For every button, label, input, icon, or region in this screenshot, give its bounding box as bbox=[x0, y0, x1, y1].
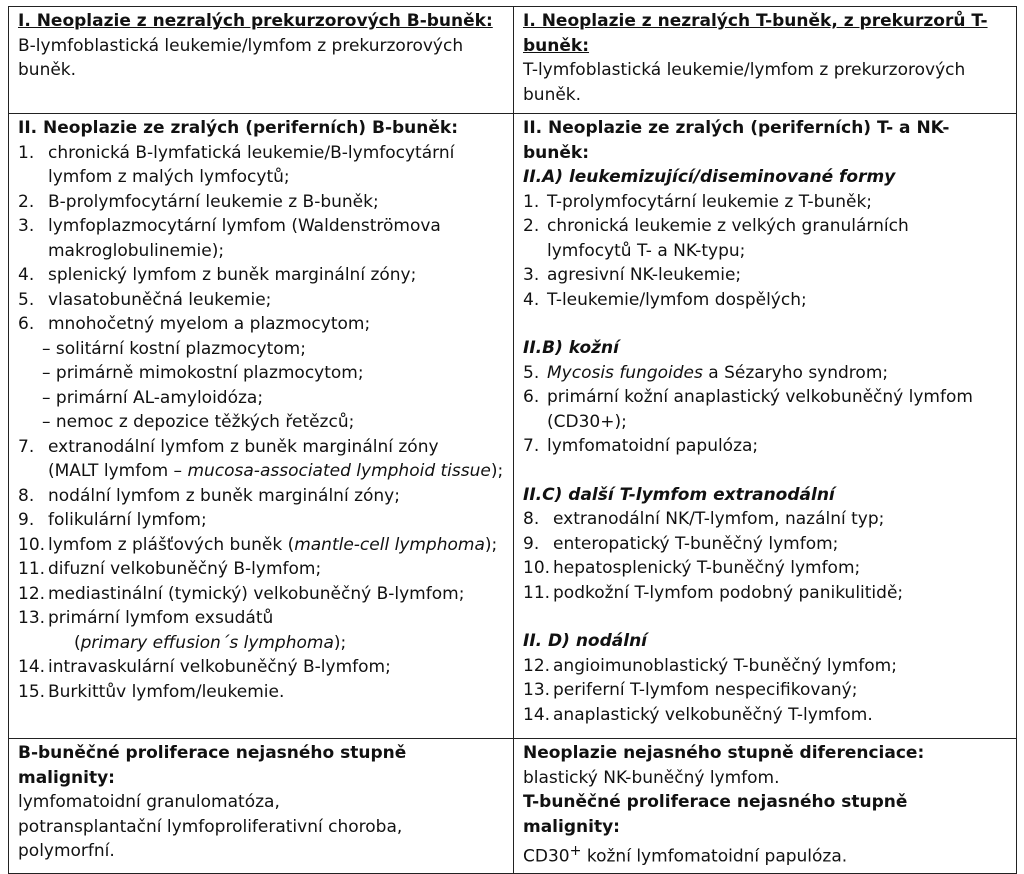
item-text-italic: primary effusion´s lymphoma bbox=[80, 632, 334, 653]
item-number: 11. bbox=[18, 559, 46, 579]
list-item bbox=[523, 507, 1007, 532]
text-part: CD30 bbox=[523, 846, 570, 867]
sub-item: – nemoc z depozice těžkých řetězců; bbox=[42, 412, 355, 432]
t-list-b bbox=[523, 361, 1007, 459]
section-heading: II. Neoplazie ze zralých (periferních) T- a NK-buněk: bbox=[523, 118, 950, 163]
item-number: 4. bbox=[18, 265, 35, 285]
list-item bbox=[18, 214, 504, 263]
section-heading: B-buněčné proliferace nejasného stupně malignity: bbox=[18, 743, 407, 788]
item-text bbox=[48, 435, 504, 484]
b-uncertain-cell bbox=[9, 739, 514, 874]
section-text: blastický NK-buněčný lymfom. bbox=[523, 767, 780, 788]
item-text: splenický lymfom z buněk marginální zóny; bbox=[48, 265, 417, 285]
item-text-part: ); bbox=[333, 632, 347, 653]
table-row bbox=[9, 7, 1017, 114]
item-text: folikulární lymfom; bbox=[48, 510, 207, 530]
item-number: 1. bbox=[523, 191, 540, 212]
item-text-line: lymfoplazmocytární lymfom (Waldenströmova bbox=[48, 216, 441, 236]
table-row bbox=[9, 739, 1017, 874]
sub-item: – primárně mimokostní plazmocytom; bbox=[42, 363, 364, 383]
item-text-part: lymfom z plášťových buněk ( bbox=[48, 534, 295, 555]
item-text: vlasatobuněčná leukemie; bbox=[48, 289, 272, 310]
t-list-a bbox=[523, 190, 1007, 313]
section-text bbox=[523, 839, 1007, 869]
item-text-indent bbox=[48, 633, 346, 653]
section-text: polymorfní. bbox=[18, 841, 115, 861]
t-uncertain-cell bbox=[514, 739, 1017, 874]
item-text bbox=[48, 214, 504, 263]
section-heading: T-buněčné proliferace nejasného stupně malignity: bbox=[523, 792, 908, 837]
list-item bbox=[523, 361, 1007, 386]
item-number: 8. bbox=[523, 509, 540, 529]
section-text: lymfomatoidní granulomatóza, bbox=[18, 792, 280, 812]
item-text-italic: Mycosis fungoides bbox=[547, 362, 703, 383]
b-mature-cell bbox=[9, 114, 514, 739]
item-number: 10. bbox=[523, 558, 551, 578]
item-text-italic: mucosa-associated lymphoid tissue bbox=[187, 461, 491, 481]
section-text: T-lymfoblastická leukemie/lymfom z prekurzorových buněk. bbox=[523, 60, 966, 105]
item-number: 14. bbox=[18, 657, 46, 677]
sub-item: – primární AL-amyloidóza; bbox=[42, 387, 264, 408]
item-text-part: (MALT lymfom – bbox=[48, 461, 188, 481]
t-list-d bbox=[523, 654, 1007, 728]
item-text-line: primární lymfom exsudátů bbox=[48, 608, 274, 628]
section-heading: Neoplazie nejasného stupně diferenciace: bbox=[523, 743, 925, 763]
item-text: hepatosplenický T-buněčný lymfom; bbox=[553, 558, 861, 578]
item-text: mnohočetný myelom a plazmocytom; bbox=[48, 314, 371, 334]
list-item bbox=[18, 533, 504, 558]
item-text-part: ( bbox=[74, 632, 81, 653]
item-text: anaplastický velkobuněčný T-lymfom. bbox=[553, 704, 873, 725]
list-item bbox=[523, 190, 1007, 215]
item-text-line: chronická leukemie z velkých granulárních bbox=[547, 216, 909, 236]
item-text: T-prolymfocytární leukemie z T-buněk; bbox=[547, 191, 873, 212]
item-text-line: lymfom z malých lymfocytů; bbox=[48, 167, 290, 187]
section-text: potransplantační lymfoproliferativní choroba, bbox=[18, 816, 403, 837]
item-number: 6. bbox=[18, 314, 35, 334]
item-text-part: ); bbox=[484, 534, 498, 555]
item-text: B-prolymfocytární leukemie z B-buněk; bbox=[48, 191, 379, 212]
list-item bbox=[18, 141, 504, 190]
list-item bbox=[523, 556, 1007, 581]
table-row bbox=[9, 114, 1017, 739]
item-text-line: makroglobulinemie); bbox=[48, 240, 225, 261]
b-mature-list bbox=[18, 141, 504, 337]
item-text-italic: mantle-cell lymphoma bbox=[294, 534, 485, 555]
item-number: 13. bbox=[18, 608, 46, 628]
item-number: 5. bbox=[523, 362, 540, 383]
item-text bbox=[48, 141, 504, 190]
item-text-part: a Sézaryho syndrom; bbox=[702, 362, 889, 383]
list-item bbox=[523, 532, 1007, 557]
item-text: podkožní T-lymfom podobný panikulitidě; bbox=[553, 582, 904, 603]
list-item bbox=[523, 263, 1007, 288]
item-text bbox=[48, 606, 504, 655]
item-text-part: ); bbox=[490, 461, 504, 481]
item-number: 9. bbox=[523, 533, 540, 554]
list-item bbox=[18, 655, 504, 680]
text-part: kožní lymfomatoidní papulóza. bbox=[581, 846, 848, 867]
item-number: 13. bbox=[523, 680, 551, 700]
list-item bbox=[18, 508, 504, 533]
item-text: difuzní velkobuněčný B-lymfom; bbox=[48, 559, 322, 579]
list-item bbox=[18, 557, 504, 582]
classification-table bbox=[8, 6, 1017, 874]
section-heading: II. Neoplazie ze zralých (periferních) B-buněk: bbox=[18, 118, 459, 138]
item-number: 5. bbox=[18, 289, 35, 310]
item-text: Burkittův lymfom/leukemie. bbox=[48, 681, 285, 702]
item-number: 8. bbox=[18, 485, 35, 506]
item-text: periferní T-lymfom nespecifikovaný; bbox=[553, 680, 858, 700]
item-number: 10. bbox=[18, 534, 46, 555]
list-item bbox=[18, 606, 504, 655]
b-precursor-cell bbox=[9, 7, 514, 114]
item-text-line: primární kožní anaplastický velkobuněčný lymfom bbox=[547, 387, 973, 407]
item-text: nodální lymfom z buněk marginální zóny; bbox=[48, 485, 400, 506]
section-heading: I. Neoplazie z nezralých prekurzorových B-buněk: bbox=[18, 11, 493, 31]
item-text-line: extranodální lymfom z buněk marginální zóny bbox=[48, 436, 439, 457]
list-item bbox=[523, 654, 1007, 679]
section-text: B-lymfoblastická leukemie/lymfom z prekurzorových buněk. bbox=[18, 35, 464, 80]
subsection-heading: II. D) nodální bbox=[523, 631, 648, 651]
item-text: lymfomatoidní papulóza; bbox=[547, 436, 759, 456]
list-item bbox=[18, 680, 504, 705]
item-text-line: (CD30+); bbox=[547, 411, 627, 432]
item-number: 11. bbox=[523, 582, 551, 603]
item-number: 2. bbox=[18, 191, 35, 212]
item-text bbox=[547, 385, 1007, 434]
item-text-line: lymfocytů T- a NK-typu; bbox=[547, 240, 746, 261]
list-item bbox=[523, 678, 1007, 703]
list-item bbox=[18, 312, 504, 337]
item-number: 4. bbox=[523, 289, 540, 310]
item-number: 9. bbox=[18, 510, 35, 530]
list-item bbox=[523, 434, 1007, 459]
list-item bbox=[523, 288, 1007, 313]
item-number: 3. bbox=[18, 216, 35, 236]
superscript: + bbox=[569, 843, 582, 859]
item-number: 1. bbox=[18, 142, 35, 163]
item-text: enteropatický T-buněčný lymfom; bbox=[553, 533, 839, 554]
item-number: 12. bbox=[523, 655, 551, 676]
item-text: agresivní NK-leukemie; bbox=[547, 265, 742, 285]
item-text-line: chronická B-lymfatická leukemie/B-lymfocytární bbox=[48, 142, 455, 163]
item-number: 15. bbox=[18, 681, 46, 702]
item-number: 7. bbox=[523, 436, 540, 456]
t-list-c bbox=[523, 507, 1007, 605]
list-item bbox=[18, 484, 504, 509]
item-text bbox=[547, 361, 1007, 386]
subsection-heading: II.B) kožní bbox=[523, 338, 619, 358]
list-item bbox=[18, 263, 504, 288]
item-number: 14. bbox=[523, 704, 551, 725]
item-text: extranodální NK/T-lymfom, nazální typ; bbox=[553, 509, 885, 529]
item-number: 12. bbox=[18, 583, 46, 604]
list-item bbox=[523, 703, 1007, 728]
item-number: 7. bbox=[18, 436, 35, 457]
sub-item: – solitární kostní plazmocytom; bbox=[42, 338, 306, 359]
item-number: 2. bbox=[523, 216, 540, 236]
item-text bbox=[547, 214, 1007, 263]
subsection-heading: II.C) další T-lymfom extranodální bbox=[523, 484, 835, 505]
item-number: 3. bbox=[523, 265, 540, 285]
list-item bbox=[523, 214, 1007, 263]
list-item bbox=[18, 288, 504, 313]
section-heading: I. Neoplazie z nezralých T-buněk, z prekurzorů T-buněk: bbox=[523, 11, 988, 56]
list-item bbox=[18, 190, 504, 215]
t-mature-cell bbox=[514, 114, 1017, 739]
item-text: T-leukemie/lymfom dospělých; bbox=[547, 289, 807, 310]
list-item bbox=[18, 582, 504, 607]
item-text: intravaskulární velkobuněčný B-lymfom; bbox=[48, 657, 391, 677]
item-text bbox=[48, 533, 504, 558]
item-text: angioimunoblastický T-buněčný lymfom; bbox=[553, 655, 897, 676]
subsection-heading: II.A) leukemizující/diseminované formy bbox=[523, 167, 896, 187]
list-item bbox=[18, 435, 504, 484]
item-text: mediastinální (tymický) velkobuněčný B-lymfom; bbox=[48, 583, 465, 604]
b-mature-list-cont bbox=[18, 435, 504, 705]
list-item bbox=[523, 385, 1007, 434]
item-number: 6. bbox=[523, 387, 540, 407]
t-precursor-cell bbox=[514, 7, 1017, 114]
list-item bbox=[523, 581, 1007, 606]
